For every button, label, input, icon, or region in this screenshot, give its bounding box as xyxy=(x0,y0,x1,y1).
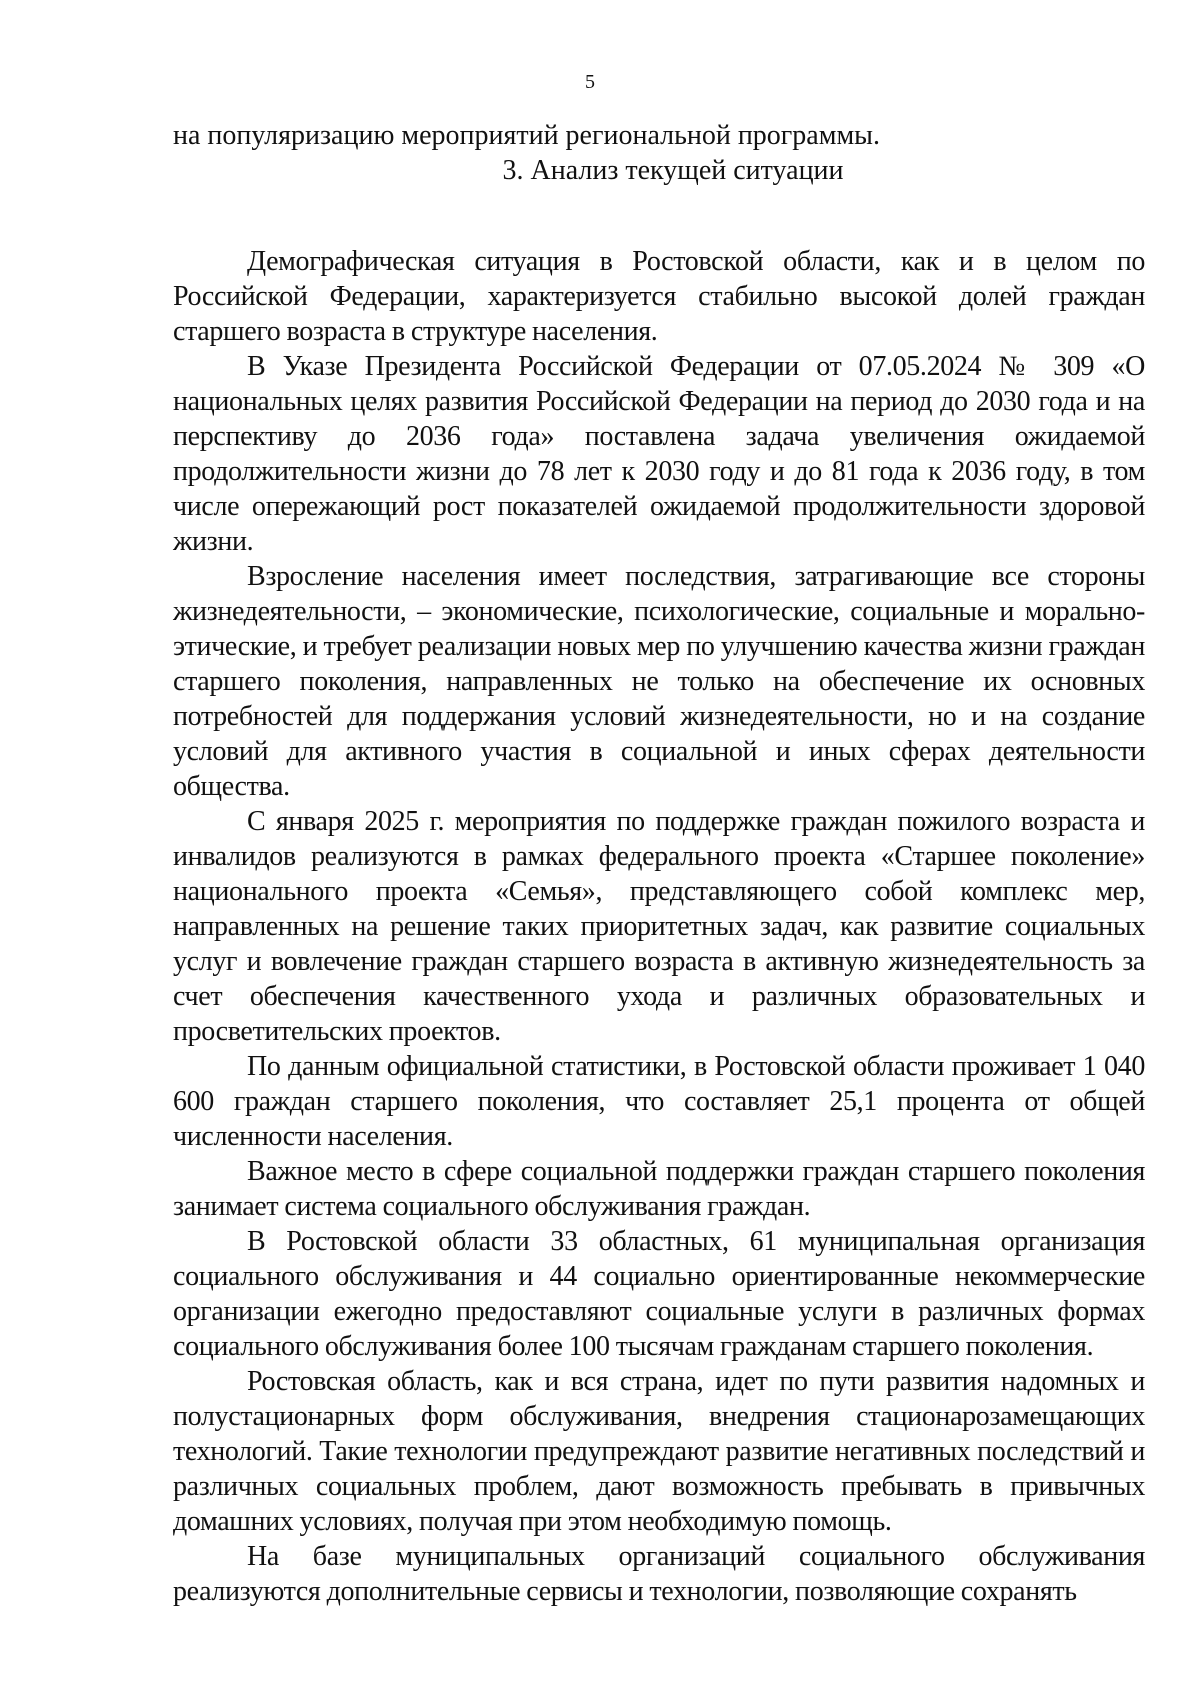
section-heading: 3. Анализ текущей ситуации xyxy=(502,155,844,186)
paragraph-home-care: Ростовская область, как и вся страна, идет по пути развития надомных и полустационарных форм обслуживания, внедрения стационарозамещающих технологий. Такие технологии предупреждают развитие негативных последствий и различных социальных проблем, дают возможность пребывать в привычных домашних условиях, получая при этом необходимую помощь. xyxy=(173,1366,1145,1537)
continuation-line: на популяризацию мероприятий региональной программы. xyxy=(173,120,880,151)
paragraph-statistics: По данным официальной статистики, в Ростовской области проживает 1 040 600 граждан старшего поколения, что составляет 25,1 процента от общей численности населения. xyxy=(173,1051,1145,1152)
paragraph-municipal-services: На базе муниципальных организаций социального обслуживания реализуются дополнительные сервисы и технологии, позволяющие сохранять xyxy=(173,1541,1145,1607)
paragraph-aging-consequences: Взросление населения имеет последствия, затрагивающие все стороны жизнедеятельности, – экономические, психологические, социальные и морально-этические, и требует реализации новых мер по улучшению качества жизни граждан старшего поколения, направленных не только на обеспечение их основных потребностей для поддержания условий жизнедеятельности, но и на создание условий для активного участия в социальной и иных сферах деятельности общества. xyxy=(173,561,1145,802)
page-number: 5 xyxy=(585,71,595,93)
paragraph-organizations: В Ростовской области 33 областных, 61 муниципальная организация социального обслуживания и 44 социально ориентированные некоммерческие организации ежегодно предоставляют социальные услуги в различных формах социального обслуживания более 100 тысячам гражданам старшего поколения. xyxy=(173,1226,1145,1362)
paragraph-federal-project: С января 2025 г. мероприятия по поддержке граждан пожилого возраста и инвалидов реализуются в рамках федерального проекта «Старшее поколение» национального проекта «Семья», представляющего собой комплекс мер, направленных на решение таких приоритетных задач, как развитие социальных услуг и вовлечение граждан старшего возраста в активную жизнедеятельность за счет обеспечения качественного ухода и различных образовательных и просветительских проектов. xyxy=(173,806,1145,1047)
paragraph-social-service-system: Важное место в сфере социальной поддержки граждан старшего поколения занимает система социального обслуживания граждан. xyxy=(173,1156,1145,1222)
document-body xyxy=(173,118,1145,1609)
paragraph-presidential-decree: В Указе Президента Российской Федерации от 07.05.2024 № 309 «О национальных целях развития Российской Федерации на период до 2030 года и на перспективу до 2036 года» поставлена задача увеличения ожидаемой продолжительности жизни до 78 лет к 2030 году и до 81 года к 2036 году, в том числе опережающий рост показателей ожидаемой продолжительности здоровой жизни. xyxy=(173,351,1145,557)
paragraph-demographics: Демографическая ситуация в Ростовской области, как и в целом по Российской Федерации, характеризуется стабильно высокой долей граждан старшего возраста в структуре населения. xyxy=(173,246,1145,347)
